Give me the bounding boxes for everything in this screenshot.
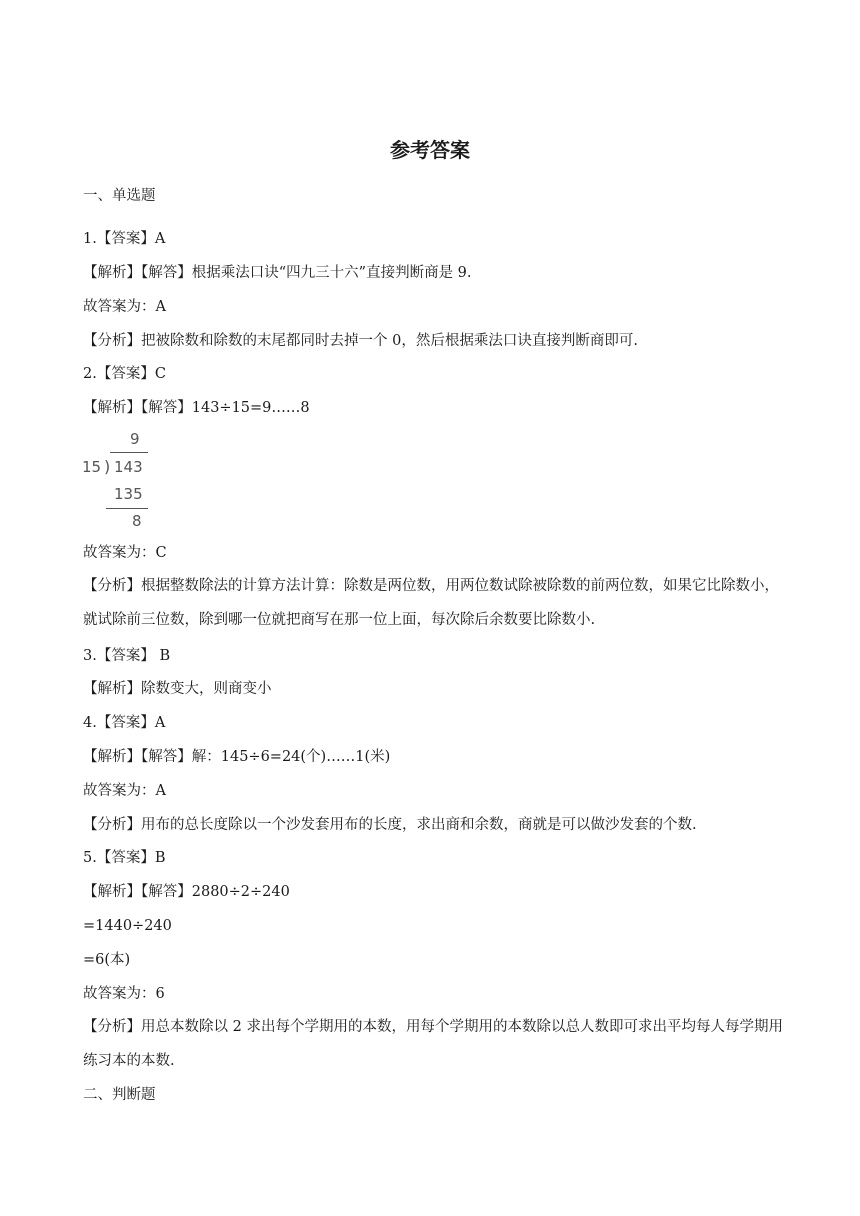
division-quotient: 9: [130, 430, 140, 448]
division-subtract-line: [106, 508, 148, 509]
page-title: 参考答案: [390, 138, 470, 162]
q3-analysis: 【解析】除数变大，则商变小: [83, 681, 272, 697]
q5-final-answer: 故答案为：6: [83, 986, 165, 1002]
section-heading-true-false: 二、判断题: [83, 1087, 156, 1103]
q2-answer: 2.【答案】C: [83, 366, 166, 382]
division-dividend: 143: [114, 458, 143, 476]
division-product: 135: [114, 485, 143, 503]
q2-explanation: 【分析】根据整数除法的计算方法计算：除数是两位数，用两位数试除被除数的前两位数，如果它比除数小，就试除前三位数，除到哪一位就把商写在那一位上面，每次除后余数要比除数小.: [83, 578, 779, 628]
q5-answer: 5.【答案】B: [83, 850, 166, 866]
q1-final-answer: 故答案为：A: [83, 299, 166, 315]
q5-step-2: =6(本): [83, 952, 131, 968]
division-divisor: 15: [82, 458, 102, 476]
q5-analysis: 【解析】【解答】2880÷2÷240: [83, 884, 290, 900]
section-heading-single-choice: 一、单选题: [83, 188, 156, 204]
q2-final-answer: 故答案为：C: [83, 545, 167, 561]
q3-answer: 3.【答案】 B: [83, 648, 171, 664]
q1-explanation: 【分析】把被除数和除数的末尾都同时去掉一个 0，然后根据乘法口诀直接判断商即可.: [83, 333, 638, 349]
q4-analysis: 【解析】【解答】解：145÷6=24(个)……1(米): [83, 749, 391, 765]
q5-explanation: 【分析】用总本数除以 2 求出每个学期用的本数，用每个学期用的本数除以总人数即可求出平均每人每学期用练习本的本数.: [83, 1019, 783, 1069]
q4-final-answer: 故答案为：A: [83, 783, 166, 799]
long-division-figure: [80, 428, 150, 532]
division-bar: [110, 452, 148, 453]
division-bracket: ): [104, 457, 111, 476]
q2-analysis: 【解析】【解答】143÷15=9……8: [83, 400, 310, 416]
division-remainder: 8: [132, 512, 142, 530]
q5-step-1: =1440÷240: [83, 918, 172, 934]
q1-answer: 1.【答案】A: [83, 231, 166, 247]
q1-analysis: 【解析】【解答】根据乘法口诀“四九三十六”直接判断商是 9.: [83, 265, 472, 281]
q4-answer: 4.【答案】A: [83, 715, 166, 731]
q4-explanation: 【分析】用布的总长度除以一个沙发套用布的长度，求出商和余数，商就是可以做沙发套的个数.: [83, 817, 697, 833]
